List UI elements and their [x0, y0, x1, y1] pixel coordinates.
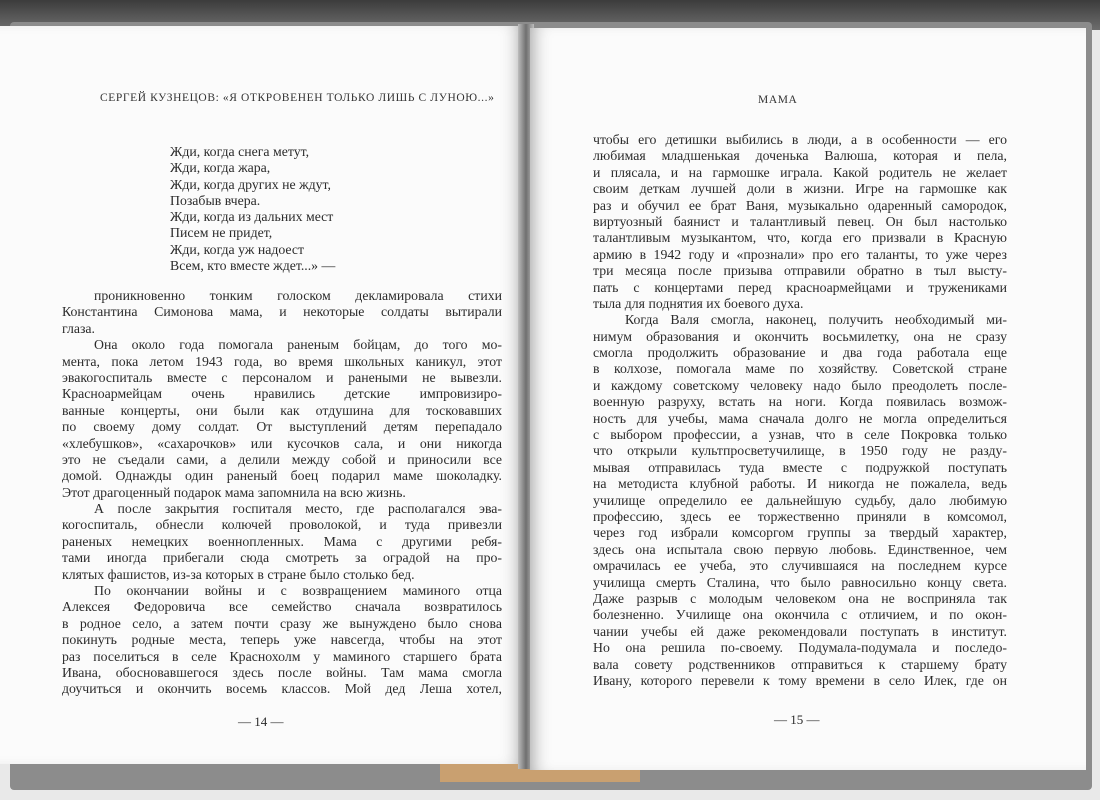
text-line: Но она решила по-своему. Подумала-подумала и последо-: [593, 640, 1007, 656]
text-line: военную разруху, встать на ноги. Когда появилась возмож-: [593, 394, 1007, 410]
page-number-left: — 14 —: [238, 714, 284, 729]
text-line: По окончании войны и с возвращением маминого отца: [94, 583, 502, 599]
text-line: Этот драгоценный подарок мама запомнила на всю жизнь.: [62, 484, 406, 500]
poem-line: Жди, когда снега метут,: [170, 144, 310, 159]
paragraph: [62, 583, 502, 698]
text-line: Она около года помогала раненым бойцам, до того мо-: [94, 337, 502, 353]
text-line: клятых фашистов, из-за которых в стране было столько бед.: [62, 566, 415, 582]
text-line: по своему дому солдат. От выступлений детям перепадало: [62, 419, 502, 435]
text-line: это не съедали сами, а делили между собой и приносили все: [62, 451, 502, 467]
text-line: через год избрали комсоргом группы за твердый характер,: [593, 525, 1007, 541]
poem-quote: [170, 144, 335, 274]
text-line: ность для учебы, мама сначала долго не могла определиться: [593, 410, 1007, 426]
paragraph: [593, 312, 1007, 689]
paragraph: [62, 288, 502, 337]
left-page: [0, 26, 522, 764]
text-line: болезненно. Училище она окончила с отличием, и по окон-: [593, 607, 1007, 623]
text-line: мывая отправилась туда вместе с подружкой поступать: [593, 459, 1007, 475]
text-line: нимум образования и окончить восьмилетку, она не сразу: [593, 328, 1007, 344]
text-line: эвакогоспиталь вместе с персоналом и ранеными не вывезли.: [62, 369, 502, 385]
right-page: [530, 28, 1086, 770]
text-line: доучиться и окончить восемь классов. Мой дед Леша хотел,: [62, 681, 502, 697]
text-line: профессию, здесь ее торжественно приняли в комсомол,: [593, 508, 1007, 524]
text-line: раз поселиться в селе Краснохолм у маминого старшего брата: [62, 648, 502, 664]
poem-line: Жди, когда из дальних мест: [170, 209, 334, 225]
text-line: и плясала, и на гармошке играла. Какой родитель не желает: [593, 164, 1007, 180]
text-line: ванные концерты, они были как отдушина для тосковавших: [62, 402, 502, 418]
text-line: армию в 1942 году и «прознали» про его таланты, то уже через: [593, 246, 1007, 262]
text-line: тыла для поднятия их боевого духа.: [593, 295, 804, 311]
text-line: любимая младшенькая доченька Валюша, которая и пела,: [593, 148, 1007, 164]
text-line: училище определило ее дальнейшую судьбу, дало любимую: [593, 492, 1007, 508]
text-line: виртуозный баянист и талантливый певец. Он был настолько: [593, 213, 1007, 229]
text-line: покинуть родные места, теперь уже навсегда, чтобы на этот: [62, 632, 502, 648]
poem-line: Жди, когда других не ждут,: [170, 176, 332, 192]
text-line: Когда Валя смогла, наконец, получить необходимый ми-: [625, 312, 1007, 328]
text-line: талантливым музыкантом, что, когда его призвали в Красную: [593, 230, 1007, 246]
text-line: домой. Однажды один раненый боец подарил маме шоколадку.: [62, 468, 502, 484]
text-line: три месяца после призыва отправили обратно в тыл высту-: [593, 263, 1007, 279]
text-line: мента, пока летом 1943 года, во время школьных каникул, этот: [62, 353, 502, 369]
poem-line: Позабыв вчера.: [170, 192, 261, 208]
text-line: на методиста клубной работы. И никогда не пожалела, ведь: [593, 476, 1007, 492]
text-line: с выбором профессии, а узнав, что в селе Покровка только: [593, 427, 1007, 443]
text-line: «хлебушков», «сахарочков» или кусочков сала, и они никогда: [62, 435, 502, 451]
text-line: раненых немецких военнопленных. Мама с другими ребя-: [62, 533, 502, 549]
paragraph: [593, 132, 1007, 312]
text-line: Ивана, обосновавшегося здесь после войны. Там мама смогла: [62, 664, 502, 680]
text-line: проникновенно тонким голоском декламировала стихи: [94, 288, 502, 303]
poem-line: Жди, когда жара,: [170, 160, 271, 176]
text-line: в колхозе, помогала маме по хозяйству. Советской стране: [593, 361, 1007, 377]
text-line: в родное село, а затем почти сразу же вынуждено было снова: [62, 615, 502, 631]
poem-line: Всем, кто вместе ждет...» —: [170, 258, 336, 274]
running-head-right: МАМА: [758, 94, 798, 106]
text-line: тами иногда прибегали сюда смотреть за оградой на про-: [62, 550, 502, 566]
right-body-text: [593, 132, 1007, 689]
running-head-left: СЕРГЕЙ КУЗНЕЦОВ: «Я ОТКРОВЕНЕН ТОЛЬКО ЛИШЬ С ЛУНОЮ...»: [100, 92, 495, 104]
text-line: что открыли культпросветучилище, в 1950 году не разду-: [593, 443, 1007, 459]
text-line: глаза.: [62, 320, 95, 336]
text-line: здесь она испытала свою первую любовь. Единственное, чем: [593, 541, 1007, 557]
text-line: Алексея Федоровича все семейство сначала возвратилось: [62, 599, 502, 615]
text-line: пать с концертами перед красноармейцами и тружениками: [593, 279, 1007, 295]
paragraph: [62, 337, 502, 501]
text-line: чтобы его детишки выбились в люди, а в особенности — его: [593, 132, 1007, 147]
poem-line: Писем не придет,: [170, 225, 273, 241]
text-line: училища смерть Сталина, что было равносильно концу света.: [593, 574, 1007, 590]
text-line: Константина Симонова мама, и некоторые солдаты вытирали: [62, 304, 502, 320]
text-line: омрачилась ее учеба, это случившаяся на последнем курсе: [593, 558, 1007, 574]
text-line: раз и обучил ее брат Ваня, музыкально одаренный самородок,: [593, 197, 1007, 213]
left-body-text: [62, 288, 502, 698]
text-line: А после закрытия госпиталя место, где располагался эва-: [94, 501, 502, 517]
text-line: Даже разрыв с молодым человеком она не восприняла так: [593, 590, 1007, 606]
text-line: Ивану, которого перевели к тому времени в село Илек, где он: [593, 672, 1007, 688]
text-line: и каждому советскому человеку надо было преодолеть после-: [593, 377, 1007, 393]
page-number-right: — 15 —: [774, 712, 820, 727]
text-line: Красноармейцам очень нравились детские импровизиро-: [62, 386, 502, 402]
text-line: смогла продолжить образование и два года работала еще: [593, 345, 1007, 361]
poem-line: Жди, когда уж надоест: [170, 241, 305, 257]
text-line: своим деткам лучшей доли в жизни. Игре на гармошке как: [593, 181, 1007, 197]
paragraph: [62, 501, 502, 583]
text-line: когоспиталь, обнесли колючей проволокой, и туда привезли: [62, 517, 502, 533]
text-line: чании учебы ей даже рекомендовали поступать в институт.: [593, 623, 1007, 639]
text-line: вала совету родственников отправиться к старшему брату: [593, 656, 1007, 672]
